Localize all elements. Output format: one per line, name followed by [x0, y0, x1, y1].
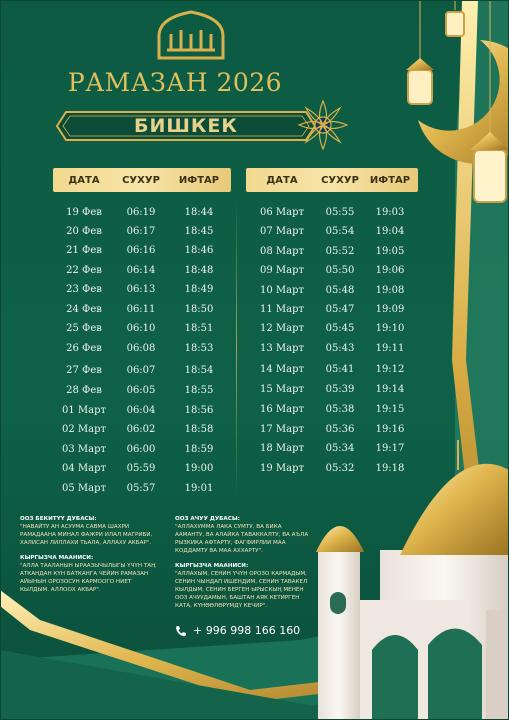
dua-text: "НАВАЙТУ АН АСУУМА САВМА ШАХРИ РАМАДААНА МИНАЛ ФАЖРИ ИЛАЛ МАГРИБИ, ХАЛИСАН ЛИЛЛАХИ ТЬАЛА, АЛЛАХУ АКБАР". — [20, 524, 153, 546]
table-row — [53, 480, 231, 496]
cell-suhur: 05:45 — [325, 322, 355, 334]
phone-number: + 996 998 166 160 — [193, 624, 301, 637]
cell-date: 28 Фев — [66, 384, 102, 396]
cell-date: 19 Март — [259, 462, 305, 474]
table-row — [246, 460, 418, 476]
cell-iftar: 19:16 — [375, 423, 405, 435]
table-row — [53, 301, 231, 317]
cell-suhur: 05:48 — [325, 284, 355, 296]
cell-suhur: 06:11 — [126, 303, 156, 315]
cell-date: 20 Фев — [66, 225, 102, 237]
cell-suhur: 06:14 — [126, 264, 156, 276]
cell-iftar: 19:08 — [375, 284, 405, 296]
cell-suhur: 06:05 — [126, 384, 156, 396]
cell-iftar: 19:05 — [375, 245, 405, 257]
column-divider — [236, 198, 237, 498]
dua-left — [20, 515, 160, 594]
cell-date: 02 Март — [61, 423, 107, 435]
cell-suhur: 06:07 — [126, 364, 156, 376]
cell-suhur: 05:52 — [325, 245, 355, 257]
cell-suhur: 05:50 — [325, 264, 355, 276]
cell-suhur: 06:10 — [126, 322, 156, 334]
table-row — [53, 242, 231, 258]
cell-date: 18 Март — [259, 442, 305, 454]
cell-suhur: 06:00 — [126, 443, 156, 455]
cell-iftar: 19:12 — [375, 363, 405, 375]
cell-suhur: 06:02 — [126, 423, 156, 435]
lantern-icon — [406, 0, 434, 104]
phone-icon — [175, 625, 187, 637]
column-header-suhur: СУХУР — [122, 174, 160, 186]
table-row — [53, 402, 231, 418]
cell-date: 08 Март — [259, 245, 305, 257]
lantern-icon — [446, 0, 464, 36]
cell-iftar: 18:58 — [184, 423, 214, 435]
cell-date: 26 Фев — [66, 342, 102, 354]
table-row — [53, 362, 231, 378]
cell-iftar: 18:49 — [184, 283, 214, 295]
cell-date: 19 Фев — [66, 206, 102, 218]
cell-date: 09 Март — [259, 264, 305, 276]
cell-date: 06 Март — [259, 206, 305, 218]
cell-suhur: 05:39 — [325, 383, 355, 395]
cell-suhur: 06:19 — [126, 206, 156, 218]
cell-date: 15 Март — [259, 383, 305, 395]
table-header-right — [246, 168, 418, 192]
cell-date: 14 Март — [259, 363, 305, 375]
cell-iftar: 18:46 — [184, 244, 214, 256]
cell-suhur: 06:17 — [126, 225, 156, 237]
cell-iftar: 19:01 — [184, 482, 214, 494]
cell-suhur: 05:55 — [325, 206, 355, 218]
table-row — [246, 401, 418, 417]
cell-iftar: 19:17 — [375, 442, 405, 454]
table-row — [246, 340, 418, 356]
table-row — [246, 262, 418, 278]
dua-right — [175, 515, 310, 610]
cell-date: 16 Март — [259, 403, 305, 415]
column-header-suhur: СУХУР — [321, 174, 359, 186]
cell-iftar: 19:10 — [375, 322, 405, 334]
mosque-icon — [316, 440, 509, 720]
dua-text: "АЛЛАХУММА ЛАКА СУМТУ, ВА БИКА ААМАНТУ, ВА АЛАЙКА ТАВАККАЛТУ, ВА АЪЛА РЫЗКИКА АФТАРТУ, ФАГФИРЛИИ МАА КОДДАМТУ ВА МАА АХХАРТУ". — [175, 524, 309, 554]
table-row — [53, 382, 231, 398]
column-header-iftar: ИФТАР — [178, 174, 220, 186]
cell-suhur: 06:08 — [126, 342, 156, 354]
table-row — [53, 262, 231, 278]
cell-date: 11 Март — [259, 303, 305, 315]
cell-suhur: 05:54 — [325, 225, 355, 237]
dua-meaning-title: КЫРГЫЗЧА МААНИСИ: — [20, 555, 94, 561]
cell-date: 13 Март — [259, 342, 305, 354]
table-row — [246, 381, 418, 397]
contact-phone[interactable] — [175, 624, 300, 637]
table-row — [246, 320, 418, 336]
cell-iftar: 19:09 — [375, 303, 405, 315]
cell-suhur: 05:38 — [325, 403, 355, 415]
page-title: РАМАЗАН 2026 — [67, 68, 283, 97]
cell-suhur: 05:43 — [325, 342, 355, 354]
table-row — [246, 440, 418, 456]
cell-iftar: 18:53 — [184, 342, 214, 354]
table-row — [246, 204, 418, 220]
city-name: БИШКЕК — [134, 115, 238, 137]
cell-suhur: 05:47 — [325, 303, 355, 315]
cell-iftar: 19:00 — [184, 462, 214, 474]
cell-date: 10 Март — [259, 284, 305, 296]
cell-iftar: 19:14 — [375, 383, 405, 395]
column-header-date: ДАТА — [266, 174, 298, 186]
table-row — [246, 243, 418, 259]
cell-iftar: 18:55 — [184, 384, 214, 396]
dua-meaning: "АЛЛАХЫМ, СЕНИН ҮЧҮН ОРОЗО КАРМАДЫМ, СЕНИН ЧЫНДАП ИШЕНДИМ, СЕНИН ТАВАКЕЛ КЫЛДЫМ, СЕНИН БЕРГЕН ЫРЫСКЫҢ МЕНЕН ООЗ АЧУУДАМЫН, БАШТАН АЯК КЕТИРГЕН КАТА, КҮНӨӨЛӨРҮМДҮ КЕЧИР". — [175, 571, 308, 609]
table-row — [53, 320, 231, 336]
table-row — [53, 223, 231, 239]
cell-suhur: 05:34 — [325, 442, 355, 454]
table-header-left — [53, 168, 231, 192]
cell-iftar: 18:44 — [184, 206, 214, 218]
cell-date: 07 Март — [259, 225, 305, 237]
table-row — [53, 421, 231, 437]
cell-date: 01 Март — [61, 404, 107, 416]
cell-suhur: 06:04 — [126, 404, 156, 416]
table-row — [53, 460, 231, 476]
cell-iftar: 19:15 — [375, 403, 405, 415]
cell-iftar: 18:54 — [184, 364, 214, 376]
table-row — [246, 421, 418, 437]
dua-title: ООЗ БЕКИТҮҮ ДУБАСЫ: — [20, 516, 97, 522]
table-row — [53, 281, 231, 297]
cell-suhur: 06:13 — [126, 283, 156, 295]
cell-date: 03 Март — [61, 443, 107, 455]
table-row — [246, 282, 418, 298]
table-row — [53, 204, 231, 220]
cell-suhur: 06:16 — [126, 244, 156, 256]
dua-title: ООЗ АЧУУ ДУБАСЫ: — [175, 516, 240, 522]
cell-iftar: 19:11 — [375, 342, 405, 354]
cell-iftar: 18:50 — [184, 303, 214, 315]
cell-suhur: 05:36 — [325, 423, 355, 435]
table-row — [53, 340, 231, 356]
city-banner — [56, 111, 316, 141]
cell-iftar: 19:18 — [375, 462, 405, 474]
cell-iftar: 19:06 — [375, 264, 405, 276]
cell-suhur: 05:57 — [126, 482, 156, 494]
cell-iftar: 19:03 — [375, 206, 405, 218]
cell-date: 21 Фев — [66, 244, 102, 256]
cell-date: 12 Март — [259, 322, 305, 334]
cell-suhur: 05:41 — [325, 363, 355, 375]
cell-iftar: 18:56 — [184, 404, 214, 416]
cell-date: 05 Март — [61, 482, 107, 494]
table-row — [53, 441, 231, 457]
cell-date: 04 Март — [61, 462, 107, 474]
cell-date: 24 Фев — [66, 303, 102, 315]
cell-date: 23 Фев — [66, 283, 102, 295]
cell-iftar: 18:59 — [184, 443, 214, 455]
column-header-iftar: ИФТАР — [369, 174, 411, 186]
cell-date: 22 Фев — [66, 264, 102, 276]
halal-logo-icon — [153, 10, 229, 60]
cell-date: 17 Март — [259, 423, 305, 435]
cell-iftar: 18:48 — [184, 264, 214, 276]
table-row — [246, 223, 418, 239]
table-row — [246, 301, 418, 317]
dua-meaning-title: КЫРГЫЗЧА МААНИСИ: — [175, 563, 249, 569]
cell-date: 25 Фев — [66, 322, 102, 334]
cell-iftar: 18:45 — [184, 225, 214, 237]
cell-suhur: 05:59 — [126, 462, 156, 474]
rosette-ornament-icon — [296, 98, 350, 152]
cell-iftar: 18:51 — [184, 322, 214, 334]
cell-suhur: 05:32 — [325, 462, 355, 474]
cell-iftar: 19:04 — [375, 225, 405, 237]
table-row — [246, 361, 418, 377]
cell-date: 27 Фев — [66, 364, 102, 376]
column-header-date: ДАТА — [68, 174, 100, 186]
dua-meaning: "АЛЛА ТААЛАНЫН ЫРААЗЫЧЫЛЫГЫ ҮЧҮН ТАҢ АТКАНДАН КҮН БАТКАНГА ЧЕЙИН РАМАЗАН АЙЫНЫН ОРОЗОСУН КАРМООГО НИЕТ КЫЛДЫМ. АЛЛООХ АКБАР". — [20, 563, 156, 593]
